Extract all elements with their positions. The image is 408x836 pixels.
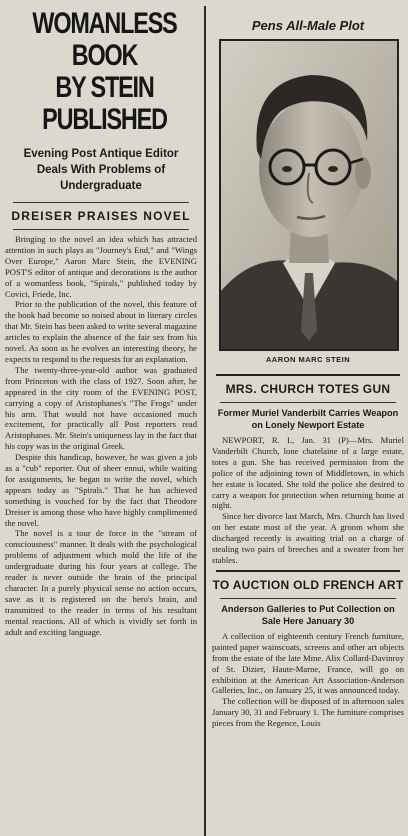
paragraph: Since her divorce last March, Mrs. Church has lived on her estate most of the year. A groom whom she discharged recently is awaiting trial on a charge of stealing two pairs of breeches and a sweater from her stables.: [212, 511, 404, 565]
photo-heading: Pens All-Male Plot: [251, 18, 365, 33]
headline-line-1: WOMANLESS BOOK: [32, 8, 177, 72]
story-body: [5, 234, 197, 638]
divider: [13, 202, 189, 203]
divider: [216, 570, 400, 572]
right-column: [210, 18, 406, 836]
left-column: [3, 8, 199, 834]
story3-body: [212, 631, 404, 729]
paragraph: The twenty-three-year-old author was graduated from Princeton with the class of 1927. Soon after, he appeared in the city room of the EVENING POST, carrying a copy of Aristophanes's "The Frogs" under his arm. That would not have occasioned much excitement, for practically all Post reporters read Aristophanes. Mr. Stein's uniqueness lay in the fact that his copy was in the original Greek.: [5, 364, 197, 452]
paragraph: Despite this handicap, however, he was given a job as a "cub" reporter. Out of sheer ennui, while waiting for assignments, he began to write the novel, which appears today as "Spirals." That he has achieved something is vouched for by the fact that Theodore Dreiser is among those who have highly complimented the novel.: [5, 452, 197, 528]
story3-headline: TO AUCTION OLD FRENCH ART: [212, 577, 404, 592]
author-portrait-photo: [219, 39, 399, 351]
story3-deck: Anderson Galleries to Put Collection on Sale Here January 30: [221, 603, 395, 626]
column-rule: [204, 6, 206, 836]
paragraph: Prior to the publication of the novel, this feature of the book had become so noised about in literary circles that Mr. Stein has been asked to write several magazine articles to explain the absence of the fair sex from his novel. As soon as he evolves an interesting theory, he expects to respond to the requests for an explanation.: [5, 299, 197, 364]
divider: [216, 374, 400, 376]
paragraph: NEWPORT, R. I., Jan. 31 (P)—Mrs. Muriel Vanderbilt Church, lone chatelaine of a large estate, totes a gun. She has received permission from the police of the adjoining town of Middletown, in which her estate is located. She told the police she desired to carry a weapon for protection when returning home at night.: [212, 435, 404, 511]
paragraph: The collection will be disposed of in afternoon sales January 30, 31 and February 1. The furniture comprises pieces from the Regence, Louis: [212, 696, 404, 729]
headline-line-2: BY STEIN PUBLISHED: [42, 71, 167, 136]
paragraph: Bringing to the novel an idea which has attracted attention in such plays as "Journey's End," and "Wings Over Europe," Aaron Marc Stein, the EVENING POST'S editor of antique and decorations is the author of a womanless book, "Spirals," published today by Covici, Friede, Inc.: [5, 234, 197, 299]
paragraph: A collection of eighteenth century French furniture, painted paper wainscoats, screens and other art objects from the estate of the late Mme. Alix Collard-Davinroy of St. Dizier, Haute-Marne, France, will go on exhibition at the American Art Association-Anderson Galleries, Inc., on January 25, it was announced today.: [212, 630, 404, 696]
photo-caption: AARON MARC STEIN: [265, 355, 351, 364]
divider: [220, 598, 396, 599]
story2-headline: MRS. CHURCH TOTES GUN: [225, 382, 391, 396]
divider: [13, 229, 189, 230]
story2-deck: Former Muriel Vanderbilt Carries Weapon on Lonely Newport Estate: [217, 408, 399, 430]
story2-body: [212, 435, 404, 566]
paragraph: The novel is a tour de force in the "stream of consciousness" manner. It deals with the psychological problems of adjustment which mold the life of the undergraduate during his four years at college. The reader is never outside the brain of the principal character. In a purely physical sense no action occurs, save as it is registered on the hero's brain, and transmitted to the reader in terms of his resultant mental reactions. All of which is vividly set forth in adult and exciting language.: [5, 528, 197, 637]
divider: [220, 402, 396, 403]
portrait-illustration: [221, 41, 397, 349]
story-subhead: DREISER PRAISES NOVEL: [11, 209, 191, 223]
story-deck: Evening Post Antique Editor Deals With Problems of Undergraduate: [23, 148, 179, 192]
main-headline: [7, 8, 199, 136]
